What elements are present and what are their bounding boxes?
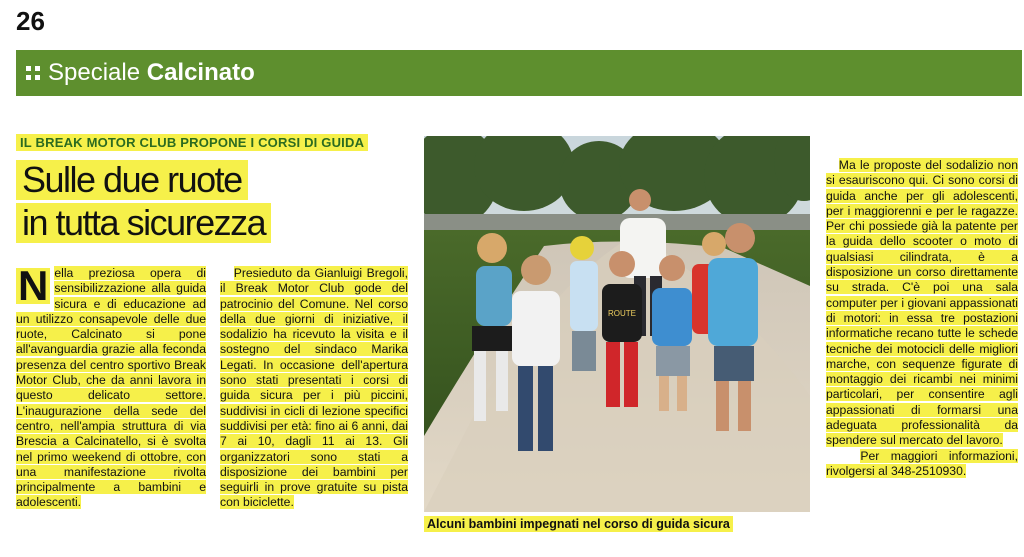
page-number: 26 [16,6,45,36]
column-3-contact: Per maggiori informazioni, rivolgersi al 348-2510930. [826,448,1018,478]
column-3-text: Ma le proposte del sodalizio non si esauriscono qui. Ci sono corsi di guida anche per gli adolescenti, per i maggiorenni e per le ragazze. Per chi possiede già la patente per la guida dello scooter o moto di qualsiasi cilindrata, è a disposizione un corso direttamente su strada. C'è poi una sala computer per i giovani appassionati di motori: in essa tre postazioni informatiche recano tutte le schede tecniche dei motocicli delle migliori marche, con sequenze figurate di montaggio dei ricambi nei minimi particolari, per consentire agli appassionati di formarsi una adeguata professionalità da spendere sul mercato del lavoro. [826,158,1018,448]
headline-line-1: Sulle due ruote [16,160,248,200]
photo-caption: Alcuni bambini impegnati nel corso di guida sicura [424,516,733,532]
section-prefix: Speciale [48,59,141,86]
article-column-1 [16,262,206,511]
section-dots-icon [26,66,40,80]
column-2-text: Presieduto da Gianluigi Bregoli, il Break Motor Club gode del patrocinio del Comune. Nel corso della due giorni di iniziative, il sodalizio ha ricevuto la visita e il sostegno del sindaco Marika Legati. In occasione dell'apertura sono stati presentati i corsi di guida sicura per i più piccini, suddivisi in cicli di lezione specifici suddivisi per età: fino ai 6 anni, dai 7 ai 10, dagli 11 ai 13. Gli organizzatori sono stati a disposizione dei bambini per seguirli in prove gratuite su pista con biciclette. [220,266,408,510]
column-1-text: ella preziosa opera di sensibilizzazione alla guida sicura e di educazione ad un utilizzo consapevole delle due ruote, Calcinato si pone all'avanguardia grazie alla feconda presenza del centro sportivo Break Motor Club, che da anni lavora in questo delicato settore. L'inaugurazione della sede del centro, nell'ampia struttura di via Brescia a Calcinatello, si è svolta nel primo weekend di ottobre, con una manifestazione rivolta principalmente a bambini e adolescenti. [16,266,206,510]
section-header [16,50,1022,96]
svg-text:ROUTE: ROUTE [608,309,636,318]
article-column-3 [826,158,1018,479]
drop-cap: N [18,262,49,309]
article-column-2 [220,266,408,511]
headline-line-2: in tutta sicurezza [16,203,271,243]
section-name: Calcinato [146,59,255,86]
section-title [48,59,255,87]
kicker: IL BREAK MOTOR CLUB PROPONE I CORSI DI GUIDA [16,134,368,151]
article-photo [424,136,810,512]
